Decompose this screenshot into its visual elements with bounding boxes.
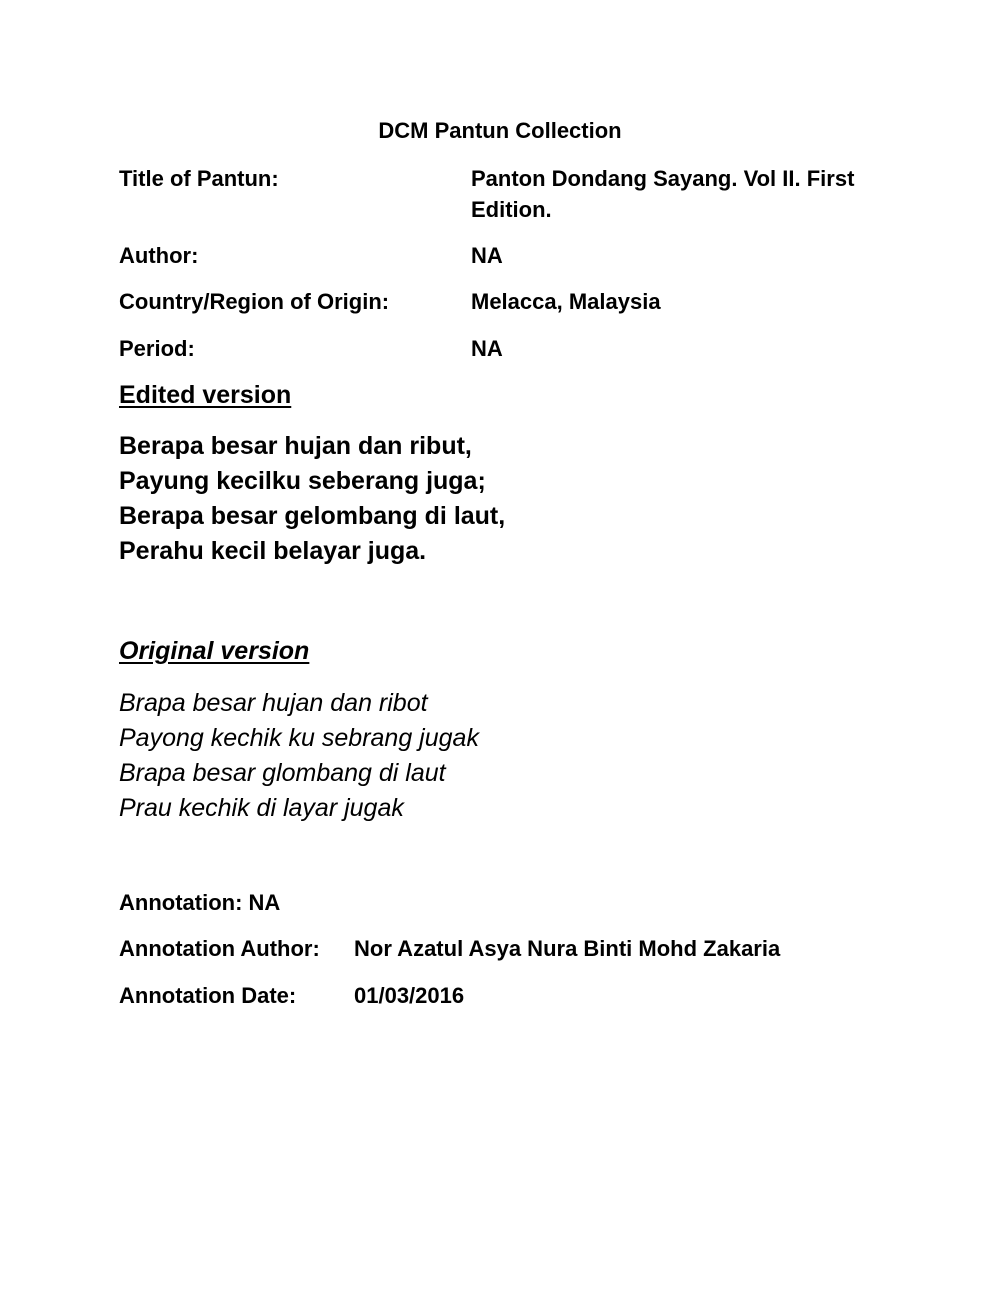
verse-line: Brapa besar hujan dan ribot bbox=[119, 689, 428, 717]
verse-line: Payung kecilku seberang juga; bbox=[119, 467, 486, 495]
meta-label: Period: bbox=[119, 336, 195, 361]
meta-label: Country/Region of Origin: bbox=[119, 289, 390, 314]
annotation-author-value: Nor Azatul Asya Nura Binti Mohd Zakaria bbox=[354, 936, 781, 961]
original-verse bbox=[119, 686, 919, 826]
annotation-date-label: Annotation Date: bbox=[119, 983, 297, 1008]
meta-value: Panton Dondang Sayang. Vol II. First Edition. bbox=[471, 166, 855, 222]
meta-label: Title of Pantun: bbox=[119, 166, 279, 191]
annotation-author-label: Annotation Author: bbox=[119, 936, 320, 961]
meta-value: Melacca, Malaysia bbox=[471, 289, 661, 314]
verse-line: Payong kechik ku sebrang jugak bbox=[119, 724, 479, 752]
annotation-note-text: Annotation: NA bbox=[119, 890, 281, 915]
verse-line: Perahu kecil belayar juga. bbox=[119, 537, 427, 565]
verse-line: Berapa besar hujan dan ribut, bbox=[119, 432, 472, 460]
meta-value: NA bbox=[471, 336, 503, 361]
verse-line: Brapa besar glombang di laut bbox=[119, 759, 446, 787]
annotation-date-value: 01/03/2016 bbox=[354, 983, 465, 1008]
meta-label: Author: bbox=[119, 243, 199, 268]
document-title: DCM Pantun Collection bbox=[378, 118, 622, 143]
edited-verse bbox=[119, 429, 919, 569]
original-version-heading: Original version bbox=[119, 637, 310, 665]
verse-line: Berapa besar gelombang di laut, bbox=[119, 502, 506, 530]
verse-line: Prau kechik di layar jugak bbox=[119, 794, 404, 822]
edited-version-heading: Edited version bbox=[119, 381, 292, 409]
meta-value: NA bbox=[471, 243, 503, 268]
